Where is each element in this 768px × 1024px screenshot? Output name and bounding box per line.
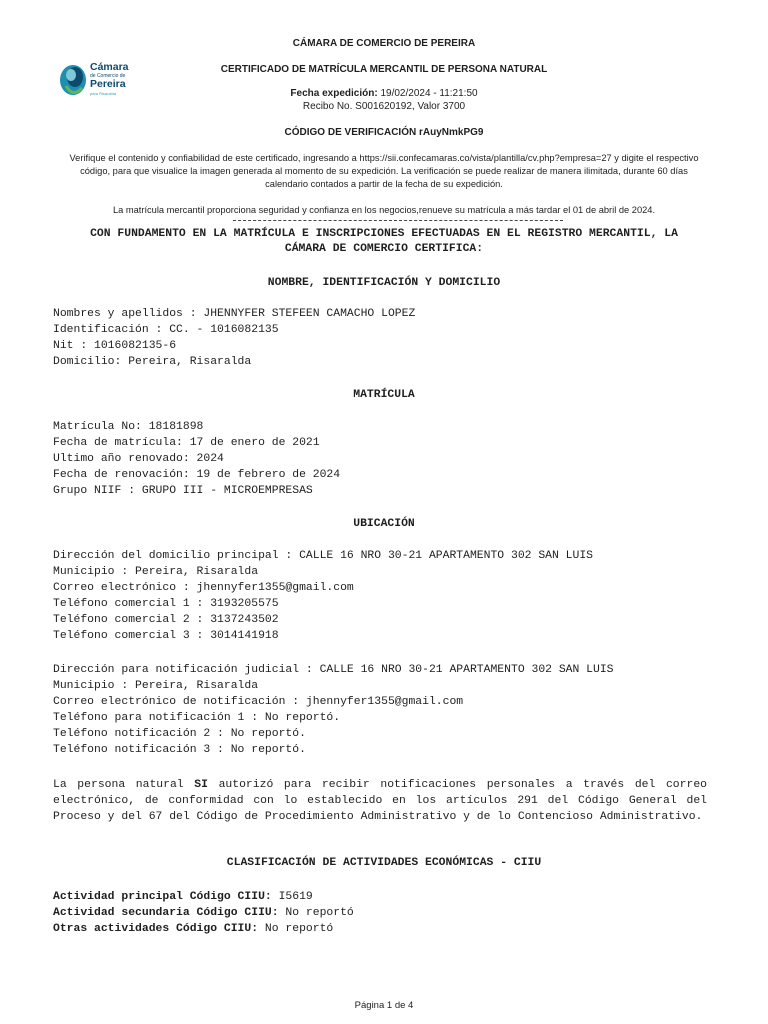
ubicacion-principal-line: Teléfono comercial 3 : 3014141918 — [53, 630, 279, 642]
verification-code: CÓDIGO DE VERIFICACIÓN rAuyNmkPG9 — [284, 127, 484, 138]
matricula-line: Ultimo año renovado: 2024 — [53, 453, 224, 465]
ciiu-row — [53, 923, 333, 935]
logo-text-3: Pereira — [90, 78, 126, 90]
matricula-line: Matrícula No: 18181898 — [53, 421, 204, 433]
matricula-line: Fecha de renovación: 19 de febrero de 2024 — [53, 469, 341, 481]
id-line: Nombres y apellidos : JHENNYFER STEFEEN CAMACHO LOPEZ — [53, 308, 416, 320]
ubicacion-principal-line: Teléfono comercial 2 : 3137243502 — [53, 614, 279, 626]
ciiu-value: No reportó — [258, 923, 334, 935]
logo-text-1: Cámara — [90, 61, 129, 73]
fundamento-line-1: CON FUNDAMENTO EN LA MATRÍCULA E INSCRIPCIONES EFECTUADAS EN EL REGISTRO MERCANTIL, LA — [90, 228, 678, 240]
id-line: Nit : 1016082135-6 — [53, 340, 177, 352]
section-title-ciiu: CLASIFICACIÓN DE ACTIVIDADES ECONÓMICAS - CIIU — [226, 857, 542, 869]
issue-date-label: Fecha expedición: — [290, 88, 378, 99]
id-line: Identificación : CC. - 1016082135 — [53, 324, 279, 336]
ubicacion-judicial-line: Dirección para notificación judicial : CALLE 16 NRO 30-21 APARTAMENTO 302 SAN LUIS — [53, 664, 614, 676]
issue-date — [0, 88, 768, 99]
logo-text-4: para Risaralda — [90, 91, 117, 96]
ubicacion-judicial-line: Teléfono notificación 3 : No reportó. — [53, 744, 306, 756]
verification-instructions: Verifique el contenido y confiabilidad de este certificado, ingresando a https://sii.confecamaras.co/vista/plantilla/cv.php?empresa=27 y digite el respectivo código, para que visualice la imagen generada al momento de su expedición. La verificación se puede realizar de manera ilimitada, durante 60 días calendario contados a partir de la fecha de su expedición. — [69, 153, 699, 189]
ubicacion-principal-line: Municipio : Pereira, Risaralda — [53, 566, 259, 578]
page-number: Página 1 de 4 — [354, 1000, 414, 1011]
certificate-title: CERTIFICADO DE MATRÍCULA MERCANTIL DE PERSONA NATURAL — [220, 64, 548, 75]
authorization-text-post: autorizó para recibir notificaciones personales a través del correo electrónico, de conformidad con lo establecido en los artículos 291 del Código General del Proceso y del 67 del Código de Procedimiento Administrativo y de lo Contencioso Administrativo. — [53, 779, 707, 823]
authorization-text-pre: La persona natural — [53, 779, 195, 791]
ubicacion-judicial-line: Teléfono notificación 2 : No reportó. — [53, 728, 306, 740]
matricula-line: Grupo NIIF : GRUPO III - MICROEMPRESAS — [53, 485, 313, 497]
ubicacion-principal-line: Correo electrónico : jhennyfer1355@gmail.com — [53, 582, 354, 594]
dashed-divider — [233, 220, 563, 221]
fundamento-line-2: CÁMARA DE COMERCIO CERTIFICA: — [284, 243, 484, 255]
organization-name: CÁMARA DE COMERCIO DE PEREIRA — [292, 38, 476, 49]
ciiu-value: I5619 — [271, 891, 313, 903]
renewal-notice: La matrícula mercantil proporciona seguridad y confianza en los negocios,renueve su matrícula a más tardar el 01 de abril de 2024. — [112, 205, 656, 215]
issue-date-value: 19/02/2024 - 11:21:50 — [377, 88, 478, 99]
ciiu-row — [53, 891, 313, 903]
section-title-ubicacion: UBICACIÓN — [353, 518, 415, 530]
authorization-si: SI — [194, 779, 208, 791]
receipt-number: Recibo No. S001620192, Valor 3700 — [302, 101, 466, 112]
ciiu-label: Otras actividades Código CIIU: — [53, 923, 259, 935]
id-line: Domicilio: Pereira, Risaralda — [53, 356, 252, 368]
ubicacion-judicial-line: Correo electrónico de notificación : jhennyfer1355@gmail.com — [53, 696, 464, 708]
ciiu-row — [53, 907, 354, 919]
notification-authorization — [53, 777, 707, 825]
ciiu-label: Actividad secundaria Código CIIU: — [53, 907, 279, 919]
ubicacion-principal-line: Dirección del domicilio principal : CALLE 16 NRO 30-21 APARTAMENTO 302 SAN LUIS — [53, 550, 594, 562]
section-title-identificacion: NOMBRE, IDENTIFICACIÓN Y DOMICILIO — [267, 277, 501, 289]
matricula-line: Fecha de matrícula: 17 de enero de 2021 — [53, 437, 320, 449]
section-title-matricula: MATRÍCULA — [353, 389, 415, 401]
ubicacion-principal-line: Teléfono comercial 1 : 3193205575 — [53, 598, 279, 610]
ciiu-label: Actividad principal Código CIIU: — [53, 891, 272, 903]
ubicacion-judicial-line: Municipio : Pereira, Risaralda — [53, 680, 259, 692]
ciiu-value: No reportó — [278, 907, 354, 919]
logo-text-2: de Comercio de — [90, 73, 126, 79]
ubicacion-judicial-line: Teléfono para notificación 1 : No reportó. — [53, 712, 341, 724]
